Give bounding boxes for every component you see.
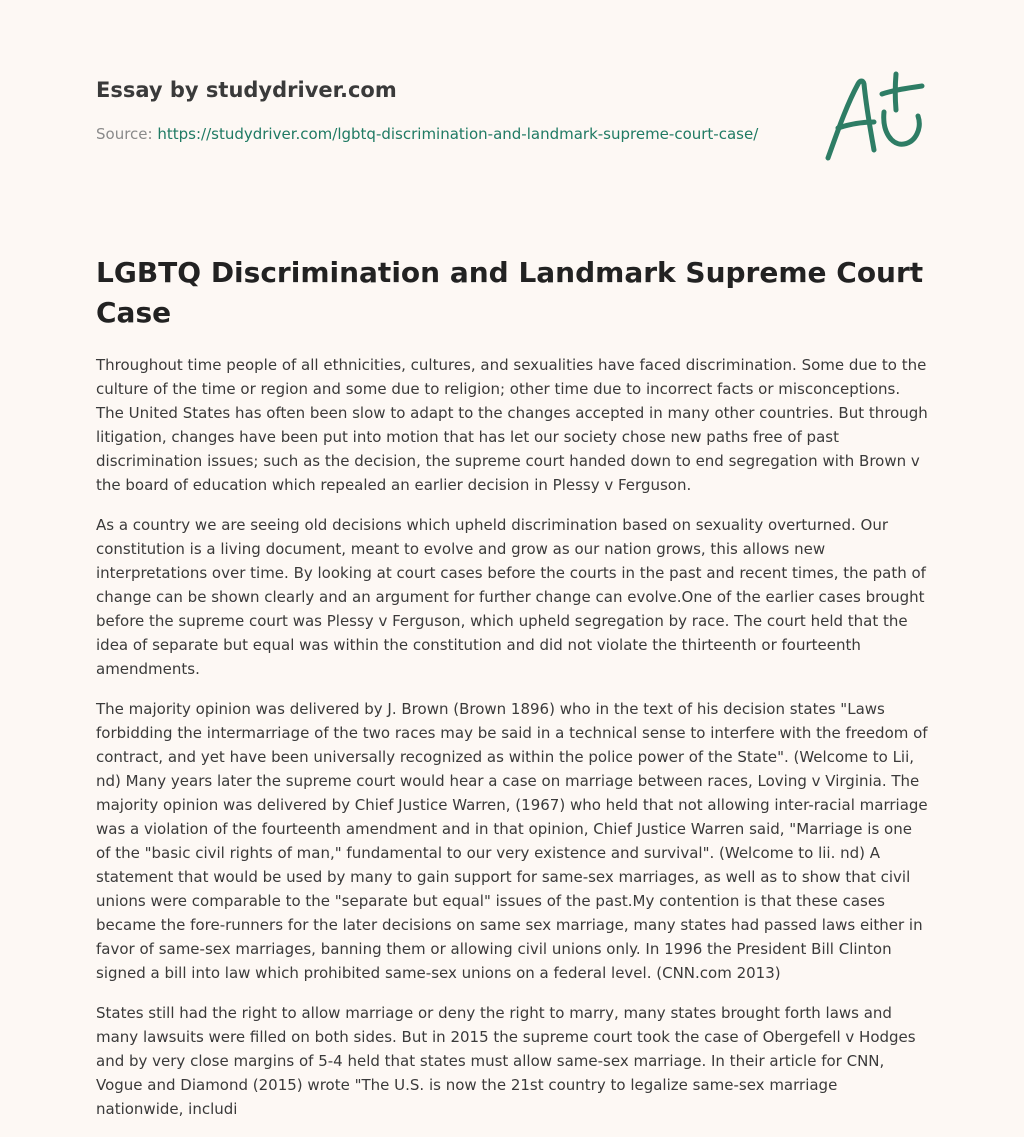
- a-plus-logo-icon: [818, 66, 930, 166]
- essay-paragraph: As a country we are seeing old decisions which upheld discrimination based on sexuality overturned. Our constitution is a living document, meant to evolve and grow as our nation grows, this allows new interpretations over time. By looking at court cases before the courts in the past and recent times, the path of change can be shown clearly and an argument for further change can evolve.One of the earlier cases brought before the supreme court was Plessy v Ferguson, which upheld segregation by race. The court held that the idea of separate but equal was within the constitution and did not violate the thirteenth or fourteenth amendments.: [96, 516, 926, 678]
- essay-title: LGBTQ Discrimination and Landmark Supreme Court Case: [96, 256, 924, 329]
- essay-header: [96, 74, 796, 144]
- essay-paragraph: The majority opinion was delivered by J. Brown (Brown 1896) who in the text of his decision states "Laws forbidding the intermarriage of the two races may be said in a technical sense to interfere with the freedom of contract, and yet have been universally recognized as within the police power of the State". (Welcome to Lii, nd) Many years later the supreme court would hear a case on marriage between races, Loving v Virginia. The majority opinion was delivered by Chief Justice Warren, (1967) who held that not allowing inter-racial marriage was a violation of the fourteenth amendment and in that opinion, Chief Justice Warren said, "Marriage is one of the "basic civil rights of man," fundamental to our very existence and survival". (Welcome to lii. nd) A statement that would be used by many to gain support for same-sex marriages, as well as to show that civil unions were comparable to the "separate but equal" issues of the past.My contention is that these cases became the fore-runners for the later decisions on same sex marriage, many states had passed laws either in favor of same-sex marriages, banning them or allowing civil unions only. In 1996 the President Bill Clinton signed a bill into law which prohibited same-sex unions on a federal level. (CNN.com 2013): [96, 700, 928, 982]
- source-label: Source:: [96, 125, 153, 143]
- source-link[interactable]: https://studydriver.com/lgbtq-discrimination-and-landmark-supreme-court-case/: [157, 125, 759, 143]
- source-line: [96, 124, 796, 144]
- essay-paragraph: Throughout time people of all ethnicities, cultures, and sexualities have faced discrimination. Some due to the culture of the time or region and some due to religion; other time due to incorrect facts or misconceptions. The United States has often been slow to adapt to the changes accepted in many other countries. But through litigation, changes have been put into motion that has let our society chose new paths free of past discrimination issues; such as the decision, the supreme court handed down to end segregation with Brown v the board of education which repealed an earlier decision in Plessy v Ferguson.: [96, 356, 928, 494]
- essay-paragraph: States still had the right to allow marriage or deny the right to marry, many states brought forth laws and many lawsuits were filled on both sides. But in 2015 the supreme court took the case of Obergefell v Hodges and by very close margins of 5-4 held that states must allow same-sex marriage. In their article for CNN, Vogue and Diamond (2015) wrote "The U.S. is now the 21st country to legalize same-sex marriage nationwide, includi: [96, 1004, 916, 1118]
- essay-content: [96, 253, 928, 1137]
- site-brand: Essay by studydriver.com: [96, 78, 397, 102]
